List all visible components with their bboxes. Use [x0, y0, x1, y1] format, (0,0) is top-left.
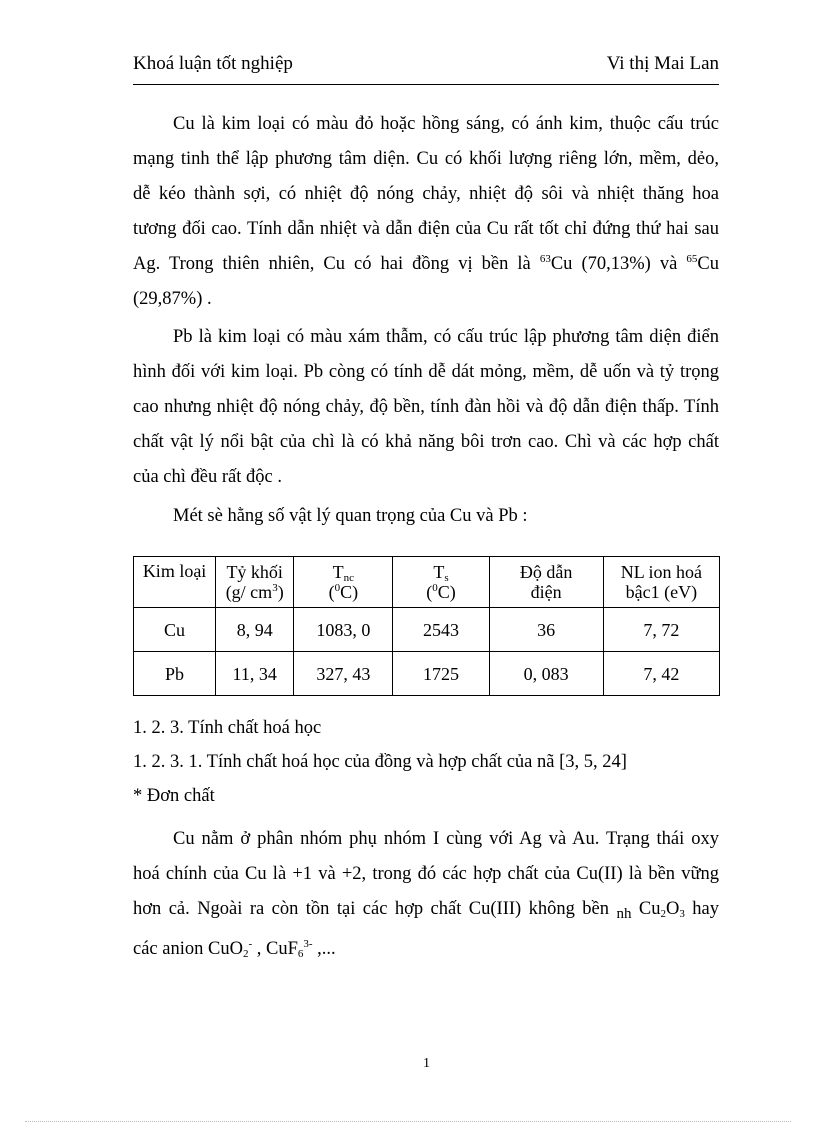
text-line-cu2o3: hơn cả. Ngoài ra còn tồn tại các hợp chất Cu(III) không bền $_{nh}$ $Cu_2O_3$ hay: [133, 899, 720, 922]
physical-constants-table: [133, 556, 720, 696]
text-line: (29,87%) .: [133, 289, 212, 309]
text-line: Cu nằm ở phân nhóm phụ nhóm I cùng với Ag và Au. Trạng thái oxy: [173, 829, 719, 849]
cell-ionization-energy: 7, 72: [603, 608, 719, 652]
paragraph-copper-chemistry: [133, 822, 719, 967]
subsection-label: * Đơn chất: [133, 786, 215, 806]
cell-metal: Pb: [134, 652, 216, 696]
cell-density: 11, 34: [216, 652, 294, 696]
col-header-density: Tỷ khối (g/ $cm^3$): [216, 557, 294, 608]
col-header-metal: Kim loại: [134, 557, 216, 608]
page-bottom-border: [25, 1121, 791, 1122]
paragraph-copper-properties: [133, 107, 719, 317]
table-row: [134, 608, 720, 652]
text-line: mạng tinh thể lập phương tâm diện. Cu có khối lượng riêng lớn, mềm, dẻo,: [133, 149, 719, 169]
text-line-isotopes: Ag. Trong thiên nhiên, Cu có hai đồng vị bền là $^{63}$Cu (70,13%) và $^{65}$Cu: [133, 253, 719, 274]
text-line: hoá chính của Cu là +1 và +2, trong đó các hợp chất của Cu(II) là bền vững: [133, 864, 719, 884]
page-number: 1: [423, 1056, 430, 1071]
text-line: của chì đều rất độc .: [133, 467, 282, 487]
header-author: Vi thị Mai Lan: [606, 53, 719, 74]
text-line: hình đối với kim loại. Pb còng có tính dễ dát mỏng, mềm, dễ uốn và tỷ trọng: [133, 362, 719, 382]
col-header-boiling-point: $T_s$ ($^0$C): [393, 557, 489, 608]
text-line: tương đối cao. Tính dẫn nhiệt và dẫn điện của Cu rất tốt chỉ đứng thứ hai sau: [133, 219, 719, 239]
cell-boiling-point: 1725: [393, 652, 489, 696]
header-divider: [133, 84, 719, 85]
col-header-melting-point: $T_{nc}$ ($^0$C): [294, 557, 393, 608]
table-row: [134, 652, 720, 696]
text-line: cao nhưng nhiệt độ nóng chảy, độ bền, tính đàn hồi và độ dẫn điện thấp. Tính: [133, 397, 719, 417]
paragraph-lead-properties: [133, 320, 719, 495]
cell-boiling-point: 2543: [393, 608, 489, 652]
col-header-ionization-energy: NL ion hoá bậc1 (eV): [603, 557, 719, 608]
text-line: Cu là kim loại có màu đỏ hoặc hồng sáng, có ánh kim, thuộc cấu trúc: [173, 114, 719, 134]
cell-density: 8, 94: [216, 608, 294, 652]
text-line-anions: các anion CuO$_2$- , CuF$_6^{3-}$ ,...: [133, 938, 336, 960]
text-line: Pb là kim loại có màu xám thẫm, có cấu trúc lập phương tâm diện điển: [173, 327, 719, 347]
cell-melting-point: 1083, 0: [294, 608, 393, 652]
cell-metal: Cu: [134, 608, 216, 652]
subsection-heading: 1. 2. 3. 1. Tính chất hoá học của đồng và hợp chất của nã [3, 5, 24]: [133, 752, 627, 772]
header-title: Khoá luận tốt nghiệp: [133, 53, 293, 74]
page-header: [133, 52, 719, 76]
text-line: dễ kéo thành sợi, có nhiệt độ nóng chảy, nhiệt độ sôi và nhiệt thăng hoa: [133, 184, 719, 204]
cell-conductivity: 36: [489, 608, 603, 652]
cell-ionization-energy: 7, 42: [603, 652, 719, 696]
col-header-conductivity: Độ dẫn điện: [489, 557, 603, 608]
table-intro: Mét sè hằng số vật lý quan trọng của Cu và Pb :: [173, 506, 528, 526]
cell-melting-point: 327, 43: [294, 652, 393, 696]
section-heading: 1. 2. 3. Tính chất hoá học: [133, 718, 322, 738]
text-line: chất vật lý nổi bật của chì là có khả năng bôi trơn cao. Chì và các hợp chất: [133, 432, 719, 452]
cell-conductivity: 0, 083: [489, 652, 603, 696]
table-header-row: [134, 557, 720, 608]
